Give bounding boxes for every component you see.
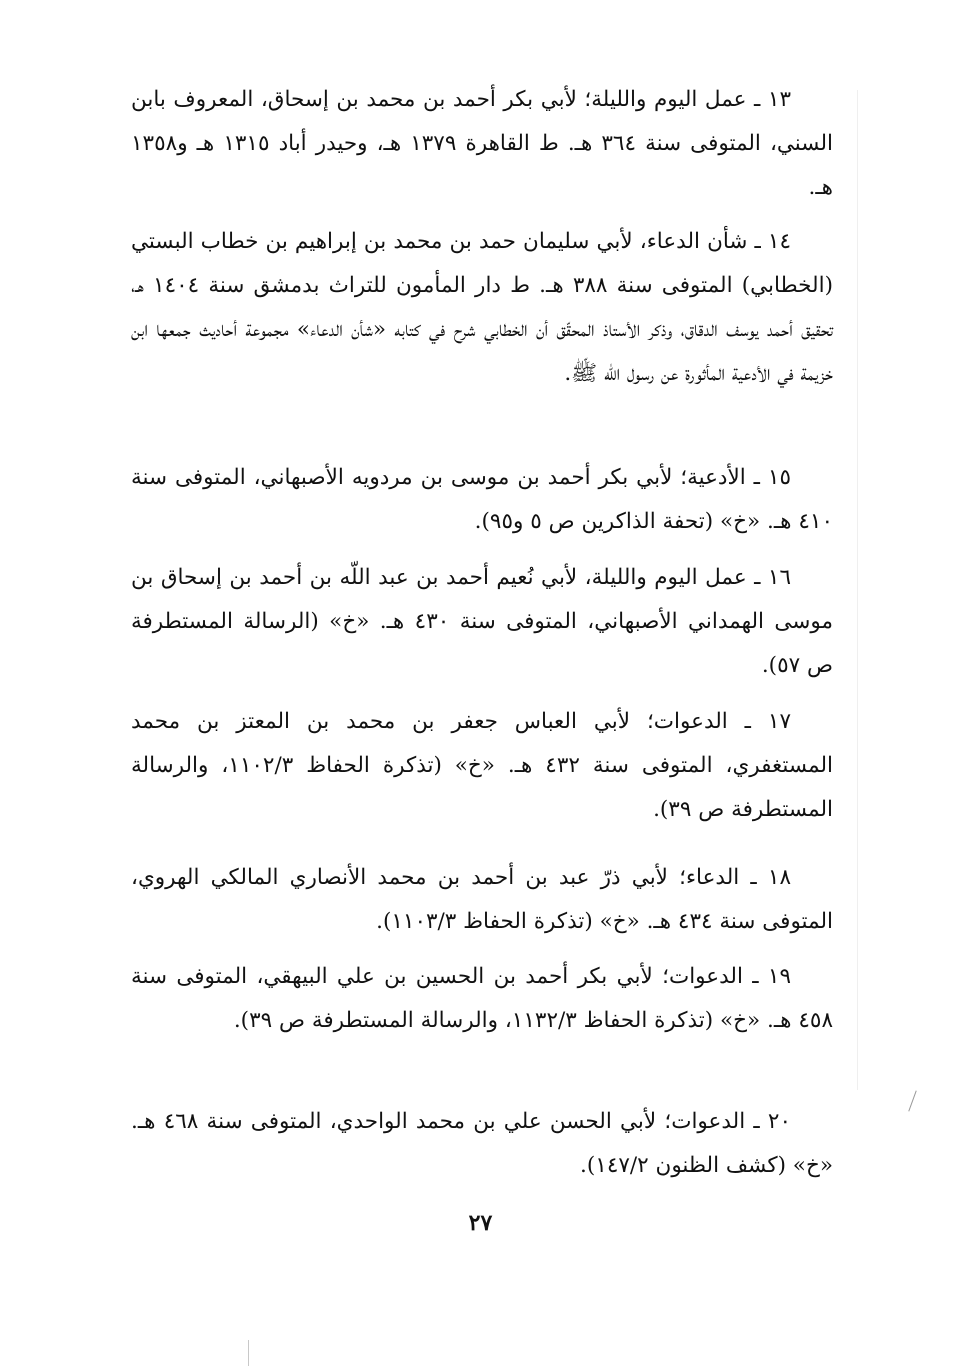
- scan-artifact-line: [248, 1340, 249, 1366]
- scan-shadow-line: [857, 90, 858, 1090]
- entry-19: [131, 955, 833, 1043]
- entry-18: [131, 856, 833, 944]
- entry-text: ١٥ ـ الأدعية؛ لأبي بكر أحمد بن موسى بن مردويه الأصبهاني، المتوفى سنة ٤١٠ هـ. «خ» (تحفة الذاكرين ص ٥ و٩٥).: [131, 465, 833, 534]
- entry-20: [131, 1100, 833, 1188]
- entry-text: ١٣ ـ عمل اليوم والليلة؛ لأبي بكر أحمد بن محمد بن إسحاق، المعروف بابن السني، المتوفى سنة ٣٦٤ هـ. ط القاهرة ١٣٧٩ هـ، وحيدر أباد ١٣١٥ هـ و١٣٥٨ هـ.: [131, 87, 833, 200]
- scan-artifact-stroke: [908, 1090, 916, 1111]
- entry-17: [131, 700, 833, 832]
- entry-13: [131, 78, 833, 210]
- entry-14: [131, 220, 833, 396]
- entry-text: ١٦ ـ عمل اليوم والليلة، لأبي نُعيم أحمد بن عبد اللّه بن أحمد بن إسحاق بن موسى الهمداني الأصبهاني، المتوفى سنة ٤٣٠ هـ. «خ» (الرسالة المستطرفة ص ٥٧).: [131, 565, 833, 678]
- entry-text: ١٧ ـ الدعوات؛ لأبي العباس جعفر بن محمد بن المعتز بن محمد المستغفري، المتوفى سنة ٤٣٢ هـ. «خ» (تذكرة الحفاظ ١١٠٢/٣، والرسالة المستطرفة ص ٣٩).: [131, 709, 834, 822]
- entry-15: [131, 456, 833, 544]
- entry-text: ٢٠ ـ الدعوات؛ لأبي الحسن علي بن محمد الواحدي، المتوفى سنة ٤٦٨ هـ. «خ» (كشف الظنون ١٤٧/٢).: [131, 1109, 833, 1178]
- entry-text: ١٤ ـ شأن الدعاء، لأبي سليمان حمد بن محمد بن إبراهيم بن خطاب البستي (الخطابي) المتوفى سنة ٣٨٨ هـ. ط دار المأمون للتراث بدمشق سنة ١٤٠٤ هـ، تحقيق أحمد يوسف الدقاق، وذكر الأستاذ المحقّق أن الخطابي شرح في كتابه «شأن الدعاء» مجموعة أحاديث جمعها ابن خزيمة في الأدعية المأثورة عن رسول الله ﷺ.: [131, 229, 833, 386]
- entry-16: [131, 556, 833, 688]
- entry-text: ١٨ ـ الدعاء؛ لأبي ذرّ عبد بن أحمد بن محمد الأنصاري المالكي الهروي، المتوفى سنة ٤٣٤ هـ. «خ» (تذكرة الحفاظ ١١٠٣/٣).: [131, 865, 833, 934]
- page-number: ٢٧: [468, 1210, 493, 1236]
- entry-text: ١٩ ـ الدعوات؛ لأبي بكر أحمد بن الحسين بن علي البيهقي، المتوفى سنة ٤٥٨ هـ. «خ» (تذكرة الحفاظ ١١٣٢/٣، والرسالة المستطرفة ص ٣٩).: [131, 964, 833, 1033]
